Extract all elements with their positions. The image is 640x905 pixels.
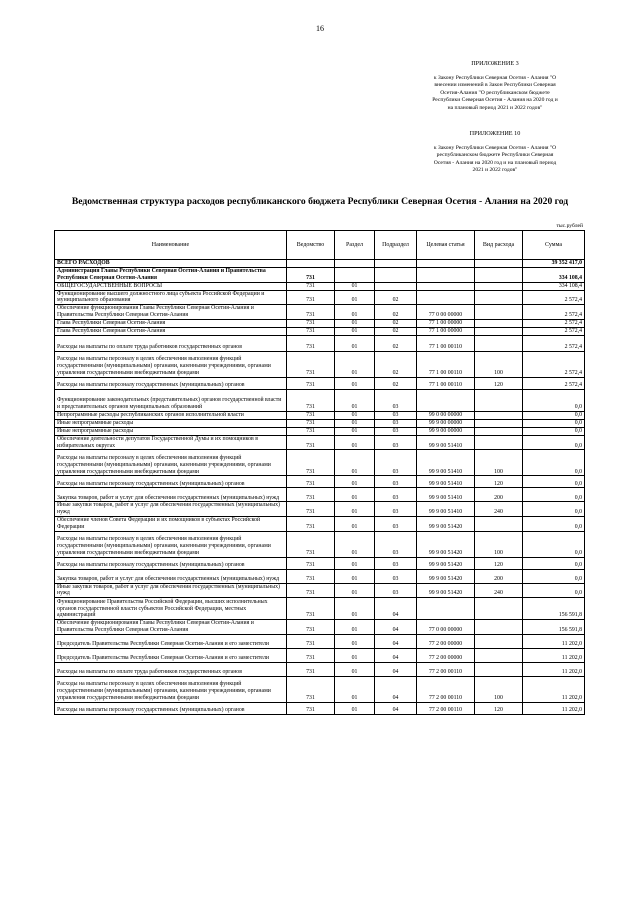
row-department: 731 — [287, 419, 335, 427]
row-amount: 0,0 — [523, 476, 585, 488]
row-section: 01 — [335, 450, 375, 476]
table-row — [55, 598, 585, 620]
row-name: Расходы на выплаты персоналу государственных (муниципальных) органов — [55, 557, 287, 569]
row-expense-type: 100 — [475, 351, 523, 377]
table-row — [55, 319, 585, 327]
appendix-10-line: Осетия - Алания на 2020 год и на плановый период — [433, 159, 557, 166]
row-name: Расходы на выплаты персоналу государственных (муниципальных) органов — [55, 476, 287, 488]
row-section: 01 — [335, 648, 375, 662]
page-number: 16 — [316, 24, 324, 33]
row-target-article: 77 1 00 00110 — [417, 335, 475, 351]
row-section: 01 — [335, 598, 375, 620]
appendix-10-line: 2021 и 2022 годов" — [472, 167, 518, 174]
row-department: 731 — [287, 435, 335, 450]
table-row — [55, 411, 585, 419]
row-department: 731 — [287, 662, 335, 676]
row-subsection: 02 — [375, 327, 417, 335]
table-row — [55, 476, 585, 488]
row-expense-type — [475, 260, 523, 268]
row-amount: 2 572,4 — [523, 351, 585, 377]
row-name: Расходы на выплаты персоналу государственных (муниципальных) органов — [55, 702, 287, 714]
row-subsection — [375, 268, 417, 283]
row-section: 01 — [335, 319, 375, 327]
row-target-article: 77 2 00 00110 — [417, 662, 475, 676]
row-target-article: 99 9 00 51420 — [417, 531, 475, 557]
row-department: 731 — [287, 557, 335, 569]
row-name: Обеспечение функционирования Главы Республики Северная Осетия-Алания и Правительства Республики Северная Осетия-Алания — [55, 620, 287, 635]
row-name: Расходы на выплаты персоналу в целях обеспечения выполнения функций государственными (муниципальными) органами, казенными учреждениями, органами управления государственными внебюджетными фондами — [55, 676, 287, 702]
expenditure-table — [54, 230, 585, 715]
row-target-article: 77 1 00 00000 — [417, 319, 475, 327]
row-expense-type — [475, 516, 523, 531]
table-header-row — [55, 231, 585, 260]
row-expense-type — [475, 435, 523, 450]
appendix-10 — [420, 130, 570, 175]
row-target-article: 77 0 00 00000 — [417, 305, 475, 320]
row-subsection: 03 — [375, 557, 417, 569]
row-target-article: 99 9 00 51410 — [417, 435, 475, 450]
row-department: 731 — [287, 598, 335, 620]
row-section: 01 — [335, 377, 375, 389]
row-department: 731 — [287, 411, 335, 419]
row-amount: 0,0 — [523, 450, 585, 476]
row-subsection: 02 — [375, 290, 417, 305]
row-section: 01 — [335, 476, 375, 488]
row-department: 731 — [287, 516, 335, 531]
row-subsection: 02 — [375, 351, 417, 377]
row-subsection: 02 — [375, 335, 417, 351]
row-subsection: 04 — [375, 634, 417, 648]
row-target-article — [417, 598, 475, 620]
row-department: 731 — [287, 327, 335, 335]
row-department: 731 — [287, 634, 335, 648]
row-target-article: 99 9 00 51420 — [417, 569, 475, 583]
row-amount: 0,0 — [523, 488, 585, 502]
row-expense-type: 240 — [475, 583, 523, 598]
appendix-10-heading: ПРИЛОЖЕНИЕ 10 — [469, 130, 521, 137]
table-row — [55, 662, 585, 676]
row-department: 731 — [287, 268, 335, 283]
row-amount: 11 202,0 — [523, 648, 585, 662]
table-row — [55, 502, 585, 517]
table-row — [55, 676, 585, 702]
row-expense-type — [475, 648, 523, 662]
row-department: 731 — [287, 427, 335, 435]
row-name: Иные непрограммные расходы — [55, 419, 287, 427]
row-section: 01 — [335, 335, 375, 351]
row-subsection: 03 — [375, 450, 417, 476]
row-section: 01 — [335, 676, 375, 702]
table-row — [55, 634, 585, 648]
row-amount: 0,0 — [523, 427, 585, 435]
row-section: 01 — [335, 516, 375, 531]
appendix-3-heading: ПРИЛОЖЕНИЕ 3 — [471, 60, 519, 67]
row-name: Администрация Главы Республики Северная Осетия-Алания и Правительства Республики Северная Осетия-Алания — [55, 268, 287, 283]
row-amount: 156 591,8 — [523, 620, 585, 635]
table-row — [55, 450, 585, 476]
row-department: 731 — [287, 476, 335, 488]
row-amount: 0,0 — [523, 411, 585, 419]
row-name: Глава Республики Северная Осетия-Алания — [55, 327, 287, 335]
table-row — [55, 702, 585, 714]
row-subsection: 02 — [375, 319, 417, 327]
row-amount: 2 572,4 — [523, 305, 585, 320]
row-expense-type — [475, 268, 523, 283]
row-name: Расходы на выплаты персоналу в целях обеспечения выполнения функций государственными (муниципальными) органами, казенными учреждениями, органами управления государственными внебюджетными фондами — [55, 531, 287, 557]
row-section: 01 — [335, 411, 375, 419]
row-name: Непрограммные расходы республиканских органов исполнительной власти — [55, 411, 287, 419]
table-row — [55, 305, 585, 320]
row-expense-type: 100 — [475, 676, 523, 702]
row-department: 731 — [287, 620, 335, 635]
row-department: 731 — [287, 282, 335, 290]
row-target-article: 77 1 00 00110 — [417, 351, 475, 377]
row-name: Обеспечение членов Совета Федерации и их помощников в субъектах Российской Федерации — [55, 516, 287, 531]
row-amount: 11 202,0 — [523, 702, 585, 714]
row-subsection — [375, 260, 417, 268]
row-target-article: 99 9 00 51420 — [417, 583, 475, 598]
row-name: Расходы на выплаты по оплате труда работников государственных органов — [55, 662, 287, 676]
row-name: Иные закупки товаров, работ и услуг для обеспечения государственных (муниципальных) нужд — [55, 583, 287, 598]
row-section: 01 — [335, 290, 375, 305]
row-target-article: 99 9 00 51410 — [417, 476, 475, 488]
row-subsection: 03 — [375, 531, 417, 557]
table-row — [55, 290, 585, 305]
table-row — [55, 516, 585, 531]
row-department: 731 — [287, 531, 335, 557]
row-expense-type — [475, 282, 523, 290]
row-subsection: 03 — [375, 583, 417, 598]
row-expense-type: 120 — [475, 557, 523, 569]
row-subsection: 03 — [375, 427, 417, 435]
row-expense-type: 100 — [475, 531, 523, 557]
table-row — [55, 260, 585, 268]
row-name: Расходы на выплаты персоналу в целях обеспечения выполнения функций государственными (муниципальными) органами, казенными учреждениями, органами управления государственными внебюджетными фондами — [55, 351, 287, 377]
row-expense-type: 240 — [475, 502, 523, 517]
row-section: 01 — [335, 634, 375, 648]
row-section: 01 — [335, 305, 375, 320]
row-name: Закупка товаров, работ и услуг для обеспечения государственных (муниципальных) нужд — [55, 488, 287, 502]
row-amount: 2 572,4 — [523, 319, 585, 327]
row-subsection: 02 — [375, 377, 417, 389]
col-header-department: Ведомство — [287, 231, 335, 260]
row-target-article: 77 2 00 00110 — [417, 676, 475, 702]
row-department: 731 — [287, 290, 335, 305]
row-department: 731 — [287, 648, 335, 662]
row-target-article — [417, 282, 475, 290]
row-amount: 0,0 — [523, 557, 585, 569]
table-row — [55, 351, 585, 377]
table-row — [55, 282, 585, 290]
row-target-article: 99 9 00 51410 — [417, 502, 475, 517]
col-header-target-article: Целевая статья — [417, 231, 475, 260]
row-name: Расходы на выплаты по оплате труда работников государственных органов — [55, 335, 287, 351]
row-target-article: 99 9 00 51420 — [417, 557, 475, 569]
row-subsection: 03 — [375, 569, 417, 583]
row-section: 01 — [335, 702, 375, 714]
row-name: Функционирование высшего должностного лица субъекта Российской Федерации и муниципального образования — [55, 290, 287, 305]
row-department: 731 — [287, 450, 335, 476]
row-amount: 0,0 — [523, 419, 585, 427]
row-subsection: 03 — [375, 516, 417, 531]
appendix-3-line: к Закону Республики Северная Осетия - Алания "О — [433, 74, 557, 81]
row-expense-type: 200 — [475, 569, 523, 583]
row-subsection: 02 — [375, 305, 417, 320]
col-header-expense-type: Вид расхода — [475, 231, 523, 260]
row-name: Обеспечение функционирования Главы Республики Северная Осетия-Алания и Правительства Республики Северная Осетия-Алания — [55, 305, 287, 320]
row-name: Расходы на выплаты персоналу государственных (муниципальных) органов — [55, 377, 287, 389]
appendix-10-line: к Закону Республики Северная Осетия - Алания "О — [433, 144, 557, 151]
row-target-article: 99 9 00 51410 — [417, 450, 475, 476]
row-section: 01 — [335, 427, 375, 435]
table-row — [55, 648, 585, 662]
row-department: 731 — [287, 569, 335, 583]
row-department: 731 — [287, 702, 335, 714]
row-subsection: 04 — [375, 662, 417, 676]
row-name: Глава Республики Северная Осетия-Алания — [55, 319, 287, 327]
row-amount: 0,0 — [523, 569, 585, 583]
row-department: 731 — [287, 305, 335, 320]
row-department — [287, 260, 335, 268]
row-section: 01 — [335, 569, 375, 583]
table-row — [55, 557, 585, 569]
row-expense-type — [475, 327, 523, 335]
row-amount: 2 572,4 — [523, 327, 585, 335]
row-expense-type — [475, 290, 523, 305]
unit-label: тыс.рублей — [556, 223, 583, 229]
row-expense-type — [475, 419, 523, 427]
row-amount: 2 572,4 — [523, 335, 585, 351]
row-department: 731 — [287, 377, 335, 389]
row-amount: 11 202,0 — [523, 662, 585, 676]
row-name: Иные закупки товаров, работ и услуг для обеспечения государственных (муниципальных) нужд — [55, 502, 287, 517]
row-expense-type — [475, 427, 523, 435]
col-header-section: Раздел — [335, 231, 375, 260]
appendix-3-line: на плановый период 2021 и 2022 годов" — [447, 104, 543, 111]
row-expense-type — [475, 598, 523, 620]
row-amount: 0,0 — [523, 516, 585, 531]
appendix-3-line: Республики Северная Осетия - Алания на 2020 год и — [432, 97, 558, 104]
row-subsection: 04 — [375, 620, 417, 635]
row-name: ВСЕГО РАСХОДОВ — [55, 260, 287, 268]
row-target-article: 77 2 00 00000 — [417, 634, 475, 648]
row-section: 01 — [335, 557, 375, 569]
row-subsection: 04 — [375, 648, 417, 662]
row-name: Расходы на выплаты персоналу в целях обеспечения выполнения функций государственными (муниципальными) органами, казенными учреждениями, органами управления государственными внебюджетными фондами — [55, 450, 287, 476]
table-row — [55, 389, 585, 411]
document-title: Ведомственная структура расходов республиканского бюджета Республики Северная Осетия - Алания на 2020 год — [71, 196, 569, 207]
row-subsection: 03 — [375, 411, 417, 419]
row-name: Обеспечение деятельности депутатов Государственной Думы и их помощников в избирательных округах — [55, 435, 287, 450]
row-section: 01 — [335, 435, 375, 450]
table-row — [55, 435, 585, 450]
table-row — [55, 419, 585, 427]
row-department: 731 — [287, 389, 335, 411]
row-section: 01 — [335, 282, 375, 290]
row-section: 01 — [335, 502, 375, 517]
row-section: 01 — [335, 389, 375, 411]
row-target-article: 77 2 00 00110 — [417, 702, 475, 714]
row-subsection: 03 — [375, 502, 417, 517]
row-target-article — [417, 268, 475, 283]
row-subsection: 03 — [375, 488, 417, 502]
row-target-article: 99 9 00 00000 — [417, 427, 475, 435]
appendix-10-line: республиканском бюджете Республики Северная — [436, 152, 554, 159]
table-row — [55, 377, 585, 389]
row-amount: 2 572,4 — [523, 290, 585, 305]
row-department: 731 — [287, 676, 335, 702]
row-subsection: 03 — [375, 389, 417, 411]
table-row — [55, 268, 585, 283]
table-row — [55, 335, 585, 351]
row-target-article: 77 0 00 00000 — [417, 620, 475, 635]
table-row — [55, 569, 585, 583]
table-row — [55, 583, 585, 598]
row-amount: 334 108,4 — [523, 268, 585, 283]
row-name: Функционирование Правительства Российской Федерации, высших исполнительных органов государственной власти субъектов Российской Федерации, местных администраций — [55, 598, 287, 620]
row-department: 731 — [287, 502, 335, 517]
appendix-3-line: внесении изменений в Закон Республики Северная — [434, 82, 556, 89]
row-department: 731 — [287, 488, 335, 502]
row-name: Председатель Правительства Республики Северная Осетия-Алания и его заместители — [55, 634, 287, 648]
row-section — [335, 260, 375, 268]
row-subsection: 04 — [375, 702, 417, 714]
row-target-article: 77 2 00 00000 — [417, 648, 475, 662]
table-row — [55, 488, 585, 502]
row-section: 01 — [335, 488, 375, 502]
row-subsection: 03 — [375, 476, 417, 488]
appendix-3-line: Осетия-Алания "О республиканском бюджете — [440, 89, 550, 96]
table-row — [55, 531, 585, 557]
row-name: ОБЩЕГОСУДАРСТВЕННЫЕ ВОПРОСЫ — [55, 282, 287, 290]
row-expense-type — [475, 305, 523, 320]
row-section: 01 — [335, 351, 375, 377]
row-target-article — [417, 389, 475, 411]
col-header-amount: Сумма — [523, 231, 585, 260]
table-body — [55, 260, 585, 715]
row-expense-type: 120 — [475, 476, 523, 488]
row-amount: 39 352 417,0 — [523, 260, 585, 268]
row-amount: 0,0 — [523, 583, 585, 598]
row-expense-type: 200 — [475, 488, 523, 502]
col-header-name: Наименование — [55, 231, 287, 260]
row-target-article: 77 1 00 00000 — [417, 327, 475, 335]
row-target-article: 99 9 00 51410 — [417, 488, 475, 502]
row-section: 01 — [335, 419, 375, 427]
row-expense-type — [475, 335, 523, 351]
row-department: 731 — [287, 351, 335, 377]
row-name: Закупка товаров, работ и услуг для обеспечения государственных (муниципальных) нужд — [55, 569, 287, 583]
table-row — [55, 327, 585, 335]
row-expense-type — [475, 389, 523, 411]
row-section: 01 — [335, 531, 375, 557]
row-amount: 0,0 — [523, 435, 585, 450]
row-amount: 0,0 — [523, 531, 585, 557]
row-section: 01 — [335, 620, 375, 635]
row-expense-type — [475, 411, 523, 419]
row-target-article: 99 0 00 00000 — [417, 411, 475, 419]
row-amount: 0,0 — [523, 502, 585, 517]
row-target-article: 99 9 00 00000 — [417, 419, 475, 427]
row-department: 731 — [287, 335, 335, 351]
row-expense-type: 120 — [475, 377, 523, 389]
table-row — [55, 620, 585, 635]
row-subsection: 04 — [375, 598, 417, 620]
appendix-3 — [420, 60, 570, 113]
row-subsection: 03 — [375, 435, 417, 450]
row-amount: 0,0 — [523, 389, 585, 411]
row-expense-type — [475, 634, 523, 648]
row-expense-type — [475, 620, 523, 635]
row-amount: 11 202,0 — [523, 634, 585, 648]
row-section: 01 — [335, 327, 375, 335]
row-expense-type: 120 — [475, 702, 523, 714]
row-department: 731 — [287, 583, 335, 598]
row-amount: 156 591,8 — [523, 598, 585, 620]
row-amount: 11 202,0 — [523, 676, 585, 702]
row-section — [335, 268, 375, 283]
row-amount: 2 572,4 — [523, 377, 585, 389]
row-target-article — [417, 290, 475, 305]
row-target-article — [417, 260, 475, 268]
row-subsection: 03 — [375, 419, 417, 427]
row-target-article: 77 1 00 00110 — [417, 377, 475, 389]
row-name: Председатель Правительства Республики Северная Осетия-Алания и его заместители — [55, 648, 287, 662]
table-row — [55, 427, 585, 435]
row-expense-type — [475, 319, 523, 327]
row-subsection — [375, 282, 417, 290]
col-header-subsection: Подраздел — [375, 231, 417, 260]
row-expense-type — [475, 662, 523, 676]
row-department: 731 — [287, 319, 335, 327]
row-section: 01 — [335, 583, 375, 598]
row-section: 01 — [335, 662, 375, 676]
row-amount: 334 108,4 — [523, 282, 585, 290]
row-name: Иные непрограммные расходы — [55, 427, 287, 435]
row-expense-type: 100 — [475, 450, 523, 476]
row-subsection: 04 — [375, 676, 417, 702]
row-name: Функционирование законодательных (представительных) органов государственной власти и представительных органов муниципальных образований — [55, 389, 287, 411]
row-target-article: 99 9 00 51420 — [417, 516, 475, 531]
